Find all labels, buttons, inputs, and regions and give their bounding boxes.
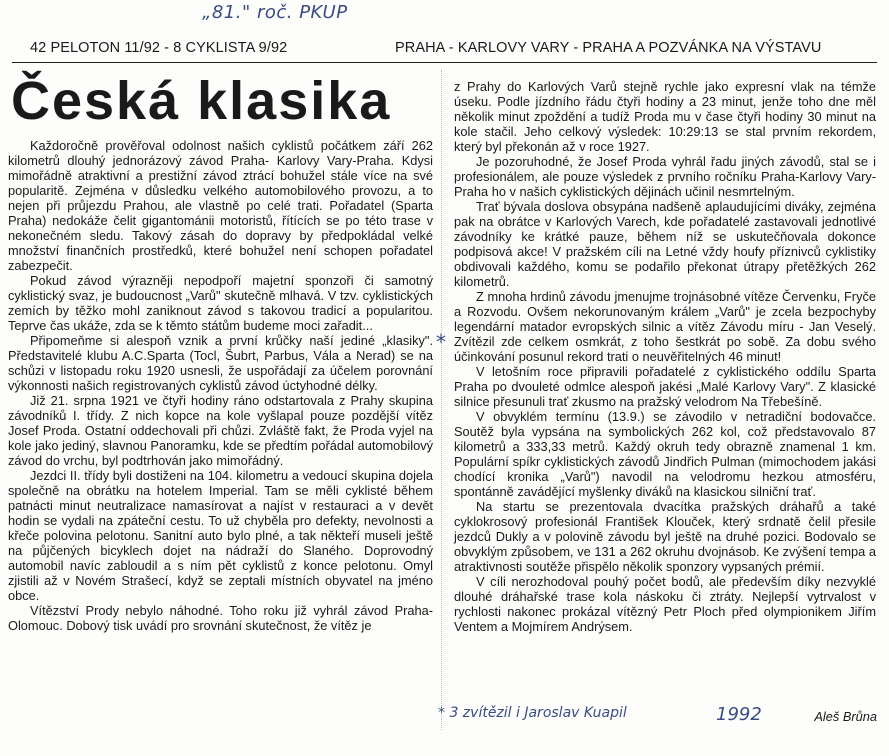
header-right: PRAHA - KARLOVY VARY - PRAHA A POZVÁNKA NA VÝSTAVU	[395, 40, 822, 56]
right-column	[454, 79, 876, 634]
handwritten-note-bottom: * 3 zvítězil i Jaroslav Kuapil	[438, 705, 627, 721]
handwritten-asterisk: *	[436, 330, 446, 354]
paragraph: Pokud závod výrazněji nepodpoří majetní sponzoři či samotný cyklistický svaz, je budoucnost „Varů" skutečně mlhavá. V tzv. cyklistických zemích by těžko mohl zaniknout závod s takovou tradicí a popularitou. Teprve čas ukáže, zda se k těmto státům budeme moci zařadit...	[8, 273, 433, 333]
paragraph: Z mnoha hrdinů závodu jmenujme trojnásobné vítěze Červenku, Fryče a Rozvodu. Ovšem nekorunovaným králem „Varů" je zcela bezpochyby legendární matador evropských silnic a vítěz Závodu míru - Jan Veselý. Zvítězil zde celkem osmkrát, z toho šestkrát po sobě. Za dobu svého účinkování posunul rekord trati o neuvěřitelných 46 minut!	[454, 289, 876, 364]
header-rule	[12, 62, 877, 63]
left-column	[8, 138, 433, 633]
paragraph: Je pozoruhodné, že Josef Proda vyhrál řadu jiných závodů, stal se i profesionálem, ale pouze výsledek z prvního ročníku Praha-Karlovy Vary-Praha ho v našich cyklistických dějinách učinil nesmrtelným.	[454, 154, 876, 199]
handwritten-year: 1992	[716, 704, 762, 725]
paragraph: V obvyklém termínu (13.9.) se závodilo v netradiční bodovačce. Soutěž byla vypsána na symbolických 262 kol, což představovalo 87 kilometrů a 333,33 metrů. Každý okruh tedy obrazně znamenal 1 km. Populární spíkr cyklistických závodů Jindřich Pulman (mimochodem jakási chodící kronika „Varů") navodil na velodromu hezkou atmosféru, spontánně zavádějící myšlenky diváků na klasickou silniční trať.	[454, 409, 876, 499]
paragraph: Na startu se prezentovala dvacítka pražských dráhařů a také cyklokrosový profesionál František Klouček, který srdnatě čelil přesile jezdců Dukly a v polovině závodu byl ještě na druhé pozici. Bodovalo se obvyklým způsobem, ve 131 a 262 okruhu dvojnásob. Ke zvýšení tempa a atraktivnosti soutěže přispělo několik sponzory vypsaných prémií.	[454, 499, 876, 574]
paragraph: Již 21. srpna 1921 ve čtyři hodiny ráno odstartovala z Prahy skupina závodníků I. třídy. Z nich kopce na kole vyšlapal pouze pozdější vítěz Josef Proda. Ostatní oddechovali při chůzi. Zvláště fakt, že Proda vyjel na kole jako jediný, slavnou Panoramku, kde se předtím pořádal automobilový závod do vrchu, byl podtrhován jako mimořádný.	[8, 393, 433, 468]
paragraph: V letošním roce připravili pořadatelé z cyklistického oddílu Sparta Praha po dvouleté odmlce alespoň jakési „Malé Karlovy Vary". Z klasické silnice přesunuli trať zkusmo na pražský velodrom Na Třebešíně.	[454, 364, 876, 409]
handwritten-note-top: „81." roč. PKUP	[202, 2, 348, 23]
paragraph: V cíli nerozhodoval pouhý počet bodů, ale především díky nezvyklé dlouhé dráhařské trase kola náskoku či ztráty. Nejlepší vytrvalost v rychlosti nakonec prokázal vítězný Petr Ploch před olympionikem Jiřím Ventem a Mojmírem Andrýsem.	[454, 574, 876, 634]
column-divider	[441, 70, 442, 730]
paragraph: Vítězství Prody nebylo náhodné. Toho roku již vyhrál závod Praha-Olomouc. Dobový tisk uvádí pro srovnání skutečnost, že vítěz je	[8, 603, 433, 633]
paragraph: Připomeňme si alespoň vznik a první krůčky naší jediné „klasiky". Představitelé klubu A.C.Sparta (Tocl, Šubrt, Parbus, Vála a Nerad) se na schůzi v listopadu roku 1920 usnesli, že uspořádají za účelem porovnání výkonnosti našich registrovaných cyklistů závod úctyhodné délky.	[8, 333, 433, 393]
paragraph: Jezdci II. třídy byli dostiženi na 104. kilometru a vedoucí skupina dojela společně na obrátku na hotelem Imperial. Tam se měli cyklisté během patnácti minut neutralizace namasírovat a najíst v restauraci a v devět hodin se vydali na zpáteční cestu. To už chyběla pro defekty, nevolnosti a křeče polovina pelotonu. Sanitní auto bylo plné, a tak někteří museli ještě na půjčených bicyklech dojet na nádraží do Slaného. Doprovodný automobil navíc zabloudil a s ním pět cyklistů z konce pelotonu. Omyl zjistili až v Novém Strašecí, když se zeptali místních obyvatel na jméno obce.	[8, 468, 433, 603]
article-title: Česká klasika	[11, 71, 392, 131]
paragraph: Každoročně prověřoval odolnost našich cyklistů počátkem září 262 kilometrů dlouhý jednorázový závod Praha- Karlovy Vary-Praha. Kdysi mimořádně atraktivní a prestižní závod ztrácí bohužel stále více na své popularitě. Zejména v důsledku velkého automobilového provozu, a to nejen při průjezdu Prahou, ale vlastně po celé trati. Pořadatel (Sparta Praha) nedokáže čelit gigantománii motoristů, řítících se po této trase v nekonečném sledu. Takový zásah do dopravy by předpokládal velké množství finančních prostředků, které bohužel není schopen pořadatel zabezpečit.	[8, 138, 433, 273]
paragraph: z Prahy do Karlových Varů stejně rychle jako expresní vlak na témže úseku. Podle jízdního řádu čtyři hodiny a 23 minut, jenže toho dne měl několik minut zpoždění a tudíž Proda mu v čase čtyři hodiny 30 minut na kole stačil. Jeho celkový výsledek: 10:29:13 se stal prvním rekordem, který byl překonán až v roce 1927.	[454, 79, 876, 154]
author-signature: Aleš Brůna	[814, 709, 877, 724]
paragraph: Trať bývala doslova obsypána nadšeně aplaudujícími diváky, zejména pak na obrátce v Karlových Varech, kde pořadatelé zastavovali jednotlivé závodníky ke krátké pauze, během níž se uskutečňovala dokonce podpisová akce! V pražském cíli na Letné vždy houfy příznivců cyklistiky obdivovali každého, komu se podařilo překonat útrapy přetěžkých 262 kilometrů.	[454, 199, 876, 289]
header-left: 42 PELOTON 11/92 - 8 CYKLISTA 9/92	[30, 40, 288, 56]
